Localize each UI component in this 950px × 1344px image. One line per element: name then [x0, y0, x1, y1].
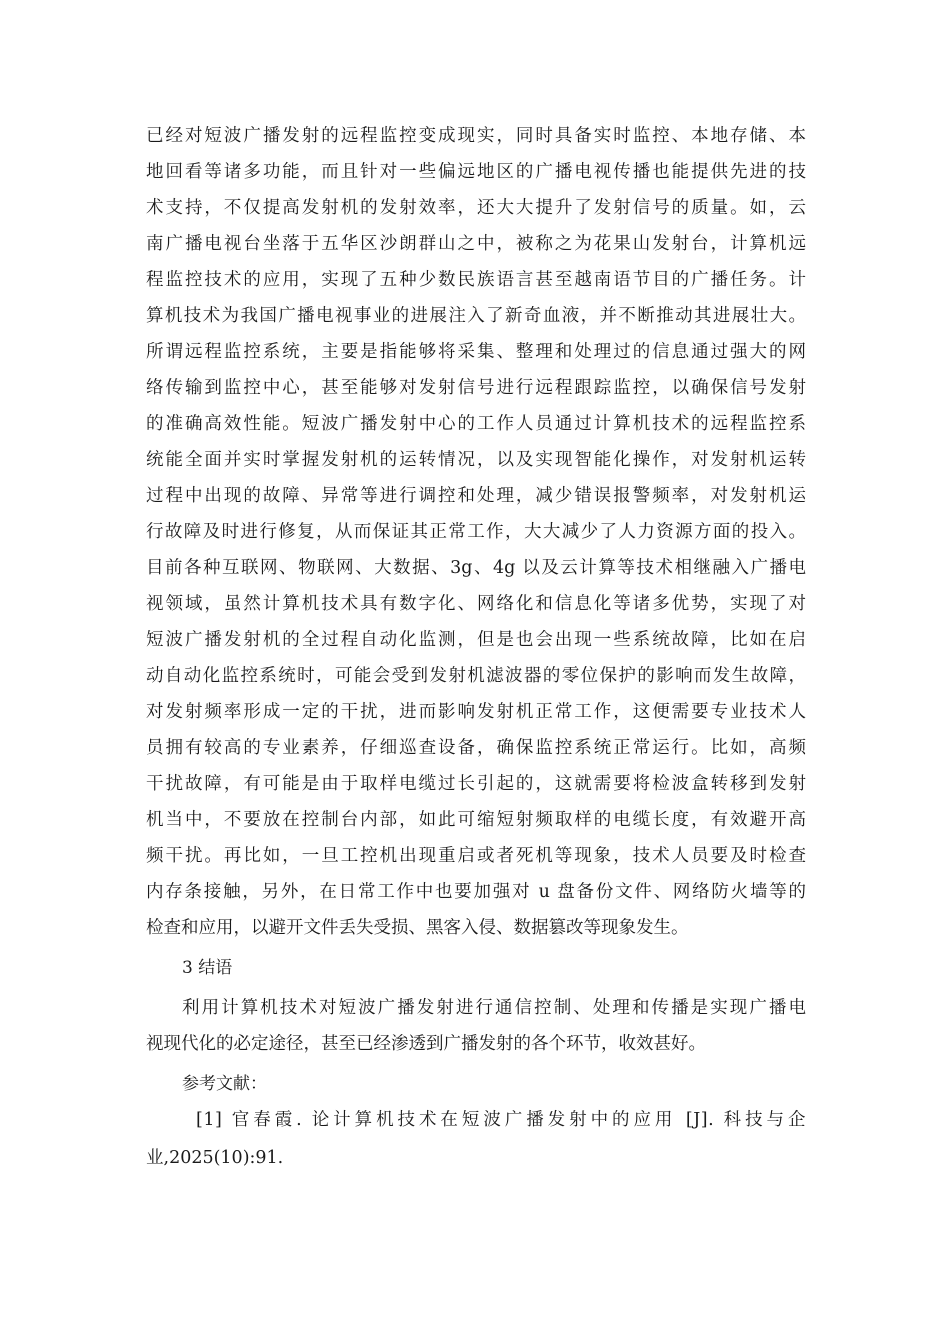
body-line: 术支持，不仅提高发射机的发射效率，还大大提升了发射信号的质量。如，云: [146, 198, 806, 218]
reference-item-continued: 业,2025(10):91.: [146, 1148, 284, 1168]
conclusion-heading: 3 结语: [182, 958, 233, 978]
body-line: 检查和应用，以避开文件丢失受损、黑客入侵、数据篡改等现象发生。: [146, 918, 689, 938]
body-line: 所谓远程监控系统，主要是指能够将采集、整理和处理过的信息通过强大的网: [146, 342, 806, 362]
body-line: 员拥有较高的专业素养，仔细巡查设备，确保监控系统正常运行。比如，高频: [146, 738, 806, 758]
references-heading: 参考文献：: [182, 1074, 267, 1094]
body-line: 频干扰。再比如，一旦工控机出现重启或者死机等现象，技术人员要及时检查: [146, 846, 806, 866]
body-line: 行故障及时进行修复，从而保证其正常工作，大大减少了人力资源方面的投入。: [146, 522, 806, 542]
body-line: 地回看等诸多功能，而且针对一些偏远地区的广播电视传播也能提供先进的技: [146, 162, 806, 182]
body-line: 的准确高效性能。短波广播发射中心的工作人员通过计算机技术的远程监控系: [146, 414, 806, 434]
body-line: 对发射频率形成一定的干扰，进而影响发射机正常工作，这便需要专业技术人: [146, 702, 806, 722]
body-line: 内存条接触，另外，在日常工作中也要加强对 u 盘备份文件、网络防火墙等的: [146, 882, 806, 902]
body-line: 程监控技术的应用，实现了五种少数民族语言甚至越南语节目的广播任务。计: [146, 270, 806, 290]
conclusion-line: 视现代化的必定途径，甚至已经渗透到广播发射的各个环节，收效甚好。: [146, 1034, 706, 1054]
reference-item: [1] 官春霞. 论计算机技术在短波广播发射中的应用 [J]. 科技与企: [196, 1110, 806, 1130]
body-line: 络传输到监控中心，甚至能够对发射信号进行远程跟踪监控，以确保信号发射: [146, 378, 806, 398]
body-line: 已经对短波广播发射的远程监控变成现实，同时具备实时监控、本地存储、本: [146, 126, 806, 146]
body-line: 视领域，虽然计算机技术具有数字化、网络化和信息化等诸多优势，实现了对: [146, 594, 806, 614]
body-line: 干扰故障，有可能是由于取样电缆过长引起的，这就需要将检波盒转移到发射: [146, 774, 806, 794]
body-line: 动自动化监控系统时，可能会受到发射机滤波器的零位保护的影响而发生故障，: [146, 666, 806, 686]
body-line: 算机技术为我国广播电视事业的进展注入了新奇血液，并不断推动其进展壮大。: [146, 306, 806, 326]
body-line: 过程中出现的故障、异常等进行调控和处理，减少错误报警频率，对发射机运: [146, 486, 806, 506]
body-line: 统能全面并实时掌握发射机的运转情况，以及实现智能化操作，对发射机运转: [146, 450, 806, 470]
body-line: 短波广播发射机的全过程自动化监测，但是也会出现一些系统故障，比如在启: [146, 630, 806, 650]
body-line: 南广播电视台坐落于五华区沙朗群山之中，被称之为花果山发射台，计算机远: [146, 234, 806, 254]
body-line: 目前各种互联网、物联网、大数据、3g、4g 以及云计算等技术相继融入广播电: [146, 558, 806, 578]
conclusion-line: 利用计算机技术对短波广播发射进行通信控制、处理和传播是实现广播电: [182, 998, 806, 1018]
body-line: 机当中，不要放在控制台内部，如此可缩短射频取样的电缆长度，有效避开高: [146, 810, 806, 830]
